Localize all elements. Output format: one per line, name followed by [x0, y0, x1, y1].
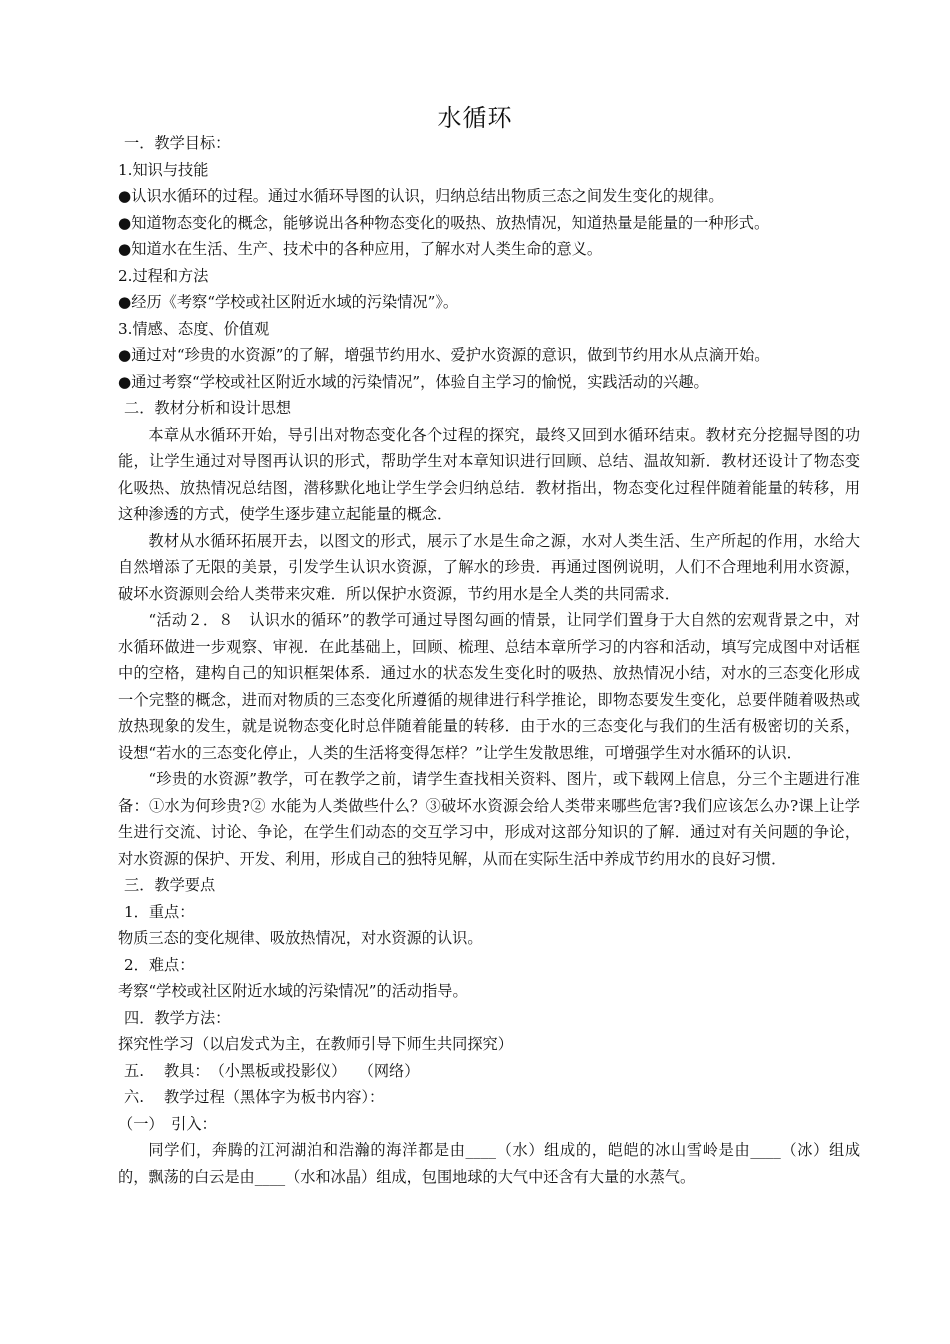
- section-heading-methods: 四．教学方法：: [124, 1008, 231, 1027]
- document-body: [118, 130, 860, 1190]
- text-line: 考察“学校或社区附近水域的污染情况”的活动指导。: [118, 982, 468, 1000]
- bullet-item: ●知道水在生活、生产、技术中的各种应用，了解水对人类生命的意义。: [118, 240, 603, 258]
- paragraph: 同学们，奔腾的江河湖泊和浩瀚的海洋都是由____（水）组成的，皑皑的冰山雪岭是由____（冰）组成的，飘荡的白云是由____（水和冰晶）组成，包围地球的大气中还含有大量的水蒸气。: [118, 1141, 860, 1186]
- subheading-difficulty: 2．难点：: [124, 955, 195, 974]
- subheading-values: 3.情感、态度、价值观: [118, 319, 270, 338]
- subheading-process-methods: 2.过程和方法: [118, 266, 209, 285]
- subheading-knowledge-skills: 1.知识与技能: [118, 160, 209, 179]
- section-heading-process: 六. 教学过程（黑体字为板书内容）：: [124, 1088, 385, 1106]
- subheading-intro: （一） 引入：: [118, 1114, 217, 1133]
- subheading-focus: 1．重点：: [124, 902, 195, 921]
- paragraph: “珍贵的水资源”教学，可在教学之前，请学生查找相关资料、图片，或下载网上信息，分三个主题进行准备：①水为何珍贵?② 水能为人类做些什么？③破坏水资源会给人类带来哪些危害?我们应该怎么办?课上让学生进行交流、讨论、争论，在学生们动态的交互学习中，形成对这部分知识的了解．通过对有关问题的争论，对水资源的保护、开发、利用，形成自己的独特见解，从而在实际生活中养成节约用水的良好习惯．: [118, 770, 860, 868]
- paragraph: 本章从水循环开始，导引出对物态变化各个过程的探究，最终又回到水循环结束。教材充分挖掘导图的功能，让学生通过对导图再认识的形式，帮助学生对本章知识进行回顾、总结、温故知新．教材还设计了物态变化吸热、放热情况总结图，潜移默化地让学生学会归纳总结．教材指出，物态变化过程伴随着能量的转移，用这种渗透的方式，使学生逐步建立起能量的概念．: [118, 425, 860, 523]
- section-heading-tools: 五. 教具： （小黑板或投影仪） （网络）: [124, 1061, 420, 1080]
- text-line: 物质三态的变化规律、吸放热情况，对水资源的认识。: [118, 929, 483, 947]
- section-heading-key-points: 三．教学要点: [124, 876, 216, 894]
- text-line: 探究性学习（以启发式为主，在教师引导下师生共同探究）: [118, 1035, 513, 1053]
- bullet-item: ●知道物态变化的概念，能够说出各种物态变化的吸热、放热情况，知道热量是能量的一种形式。: [118, 213, 770, 232]
- bullet-item: ●认识水循环的过程。通过水循环导图的认识，归纳总结出物质三态之间发生变化的规律。: [118, 187, 724, 205]
- section-heading-goals: 一．教学目标：: [124, 134, 231, 152]
- bullet-item: ●通过对“珍贵的水资源”的了解，增强节约用水、爱护水资源的意识，做到节约用水从点滴开始。: [118, 346, 770, 364]
- section-heading-analysis: 二．教材分析和设计思想: [124, 399, 292, 417]
- paragraph: 教材从水循环拓展开去，以图文的形式，展示了水是生命之源，水对人类生活、生产所起的作用，水给大自然增添了无限的美景，引发学生认识水资源，了解水的珍贵．再通过图例说明，人们不合理地利用水资源，破坏水资源则会给人类带来灾难．所以保护水资源，节约用水是全人类的共同需求．: [118, 531, 860, 603]
- document-title: 水循环: [437, 104, 513, 132]
- bullet-item: ●通过考察“学校或社区附近水域的污染情况”，体验自主学习的愉悦，实践活动的兴趣。: [118, 372, 709, 391]
- paragraph: “活动２．８ 认识水的循环”的教学可通过导图勾画的情景，让同学们置身于大自然的宏观背景之中，对水循环做进一步观察、审视．在此基础上，回顾、梳理、总结本章所学习的内容和活动，填写完成图中对话框中的空格，建构自己的知识框架体系．通过水的状态发生变化时的吸热、放热情况小结，对水的三态变化形成一个完整的概念，进而对物质的三态变化所遵循的规律进行科学推论，即物态要发生变化，总要伴随着吸热或放热现象的发生，就是说物态变化时总伴随着能量的转移．由于水的三态变化与我们的生活有极密切的关系，设想“若水的三态变化停止，人类的生活将变得怎样？”让学生发散思维，可增强学生对水循环的认识．: [118, 611, 860, 762]
- bullet-item: ●经历《考察“学校或社区附近水域的污染情况”》。: [118, 293, 459, 311]
